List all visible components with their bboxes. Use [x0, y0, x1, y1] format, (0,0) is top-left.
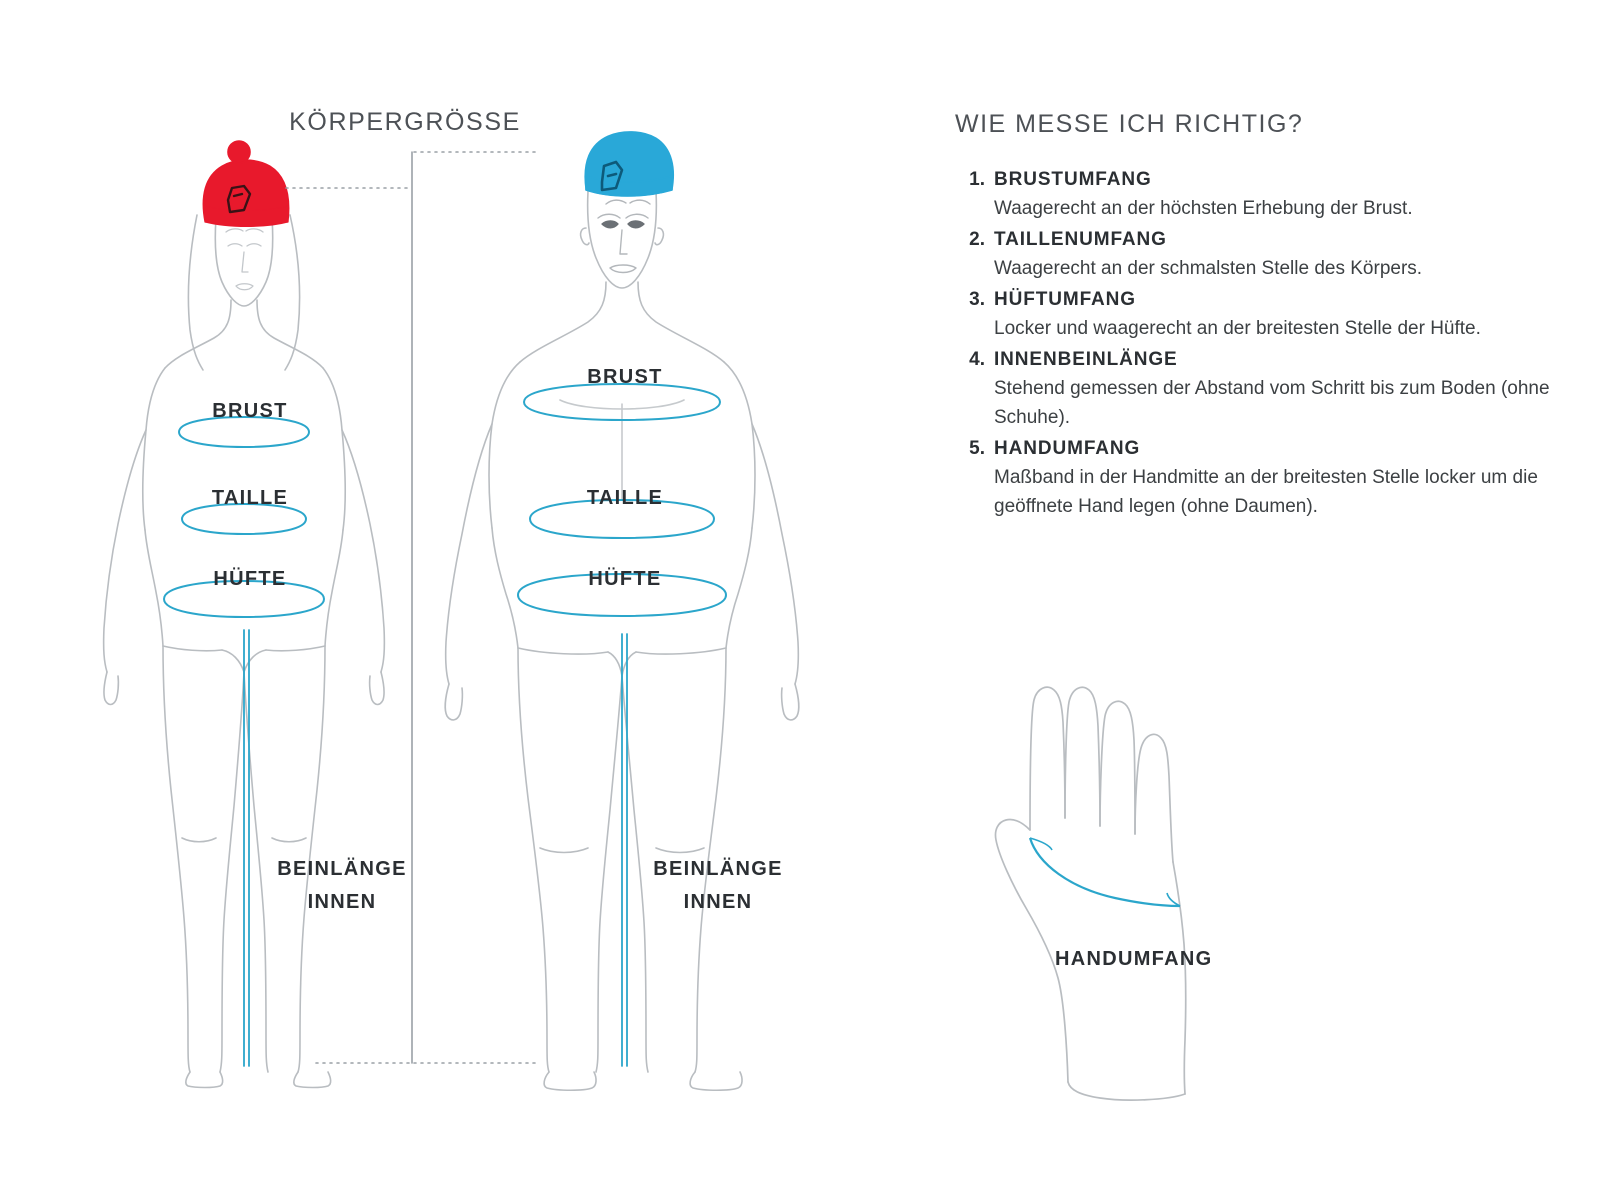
- item-description: Waagerecht an der schmalsten Stelle des Körpers.: [994, 258, 1423, 279]
- female-inseam-label-line2: INNEN: [307, 891, 377, 913]
- male-inseam-label-line1: BEINLÄNGE: [653, 858, 783, 880]
- female-face-details: [226, 229, 263, 290]
- glove-illustration: [930, 0, 1600, 1200]
- height-measure: [286, 152, 536, 1063]
- item-term: INNENBEINLÄNGE: [994, 349, 1178, 370]
- item-term: HANDUMFANG: [994, 438, 1141, 459]
- hand-measure-line: [1030, 838, 1180, 906]
- item-description: Maßband in der Handmitte an der breitesten Stelle locker um die geöffnete Hand legen (ohne Daumen).: [994, 467, 1538, 517]
- male-waist-label: TAILLE: [586, 487, 664, 509]
- item-description: Waagerecht an der höchsten Erhebung der Brust.: [994, 198, 1413, 219]
- male-face-details: [598, 200, 650, 272]
- item-term: BRUSTUMFANG: [994, 169, 1152, 190]
- female-waist-label: TAILLE: [211, 487, 289, 509]
- body-height-title: KÖRPERGRÖSSE: [289, 108, 521, 136]
- female-hip-label: HÜFTE: [213, 568, 287, 590]
- male-inseam-label-line2: INNEN: [683, 891, 753, 913]
- male-hat-blue: [585, 132, 673, 196]
- item-term: TAILLENUMFANG: [994, 229, 1167, 250]
- item-number: 2.: [969, 229, 985, 250]
- item-number: 1.: [969, 169, 985, 190]
- item-term: HÜFTUMFANG: [994, 289, 1136, 310]
- item-number: 4.: [969, 349, 985, 370]
- item-number: 5.: [969, 438, 985, 459]
- item-number: 3.: [969, 289, 985, 310]
- hand-circumference-label: HANDUMFANG: [1055, 948, 1213, 970]
- how-to-measure-panel: [930, 0, 1600, 1200]
- item-description: Locker und waagerecht an der breitesten Stelle der Hüfte.: [994, 318, 1481, 339]
- female-inseam-label-line1: BEINLÄNGE: [277, 858, 407, 880]
- item-description: Stehend gemessen der Abstand vom Schritt bis zum Boden (ohne Schuhe).: [994, 378, 1550, 428]
- female-chest-label: BRUST: [212, 400, 288, 422]
- male-chest-label: BRUST: [587, 366, 663, 388]
- male-hip-label: HÜFTE: [588, 568, 662, 590]
- female-hat-red: [203, 141, 289, 227]
- how-to-measure-title: WIE MESSE ICH RICHTIG?: [955, 110, 1304, 138]
